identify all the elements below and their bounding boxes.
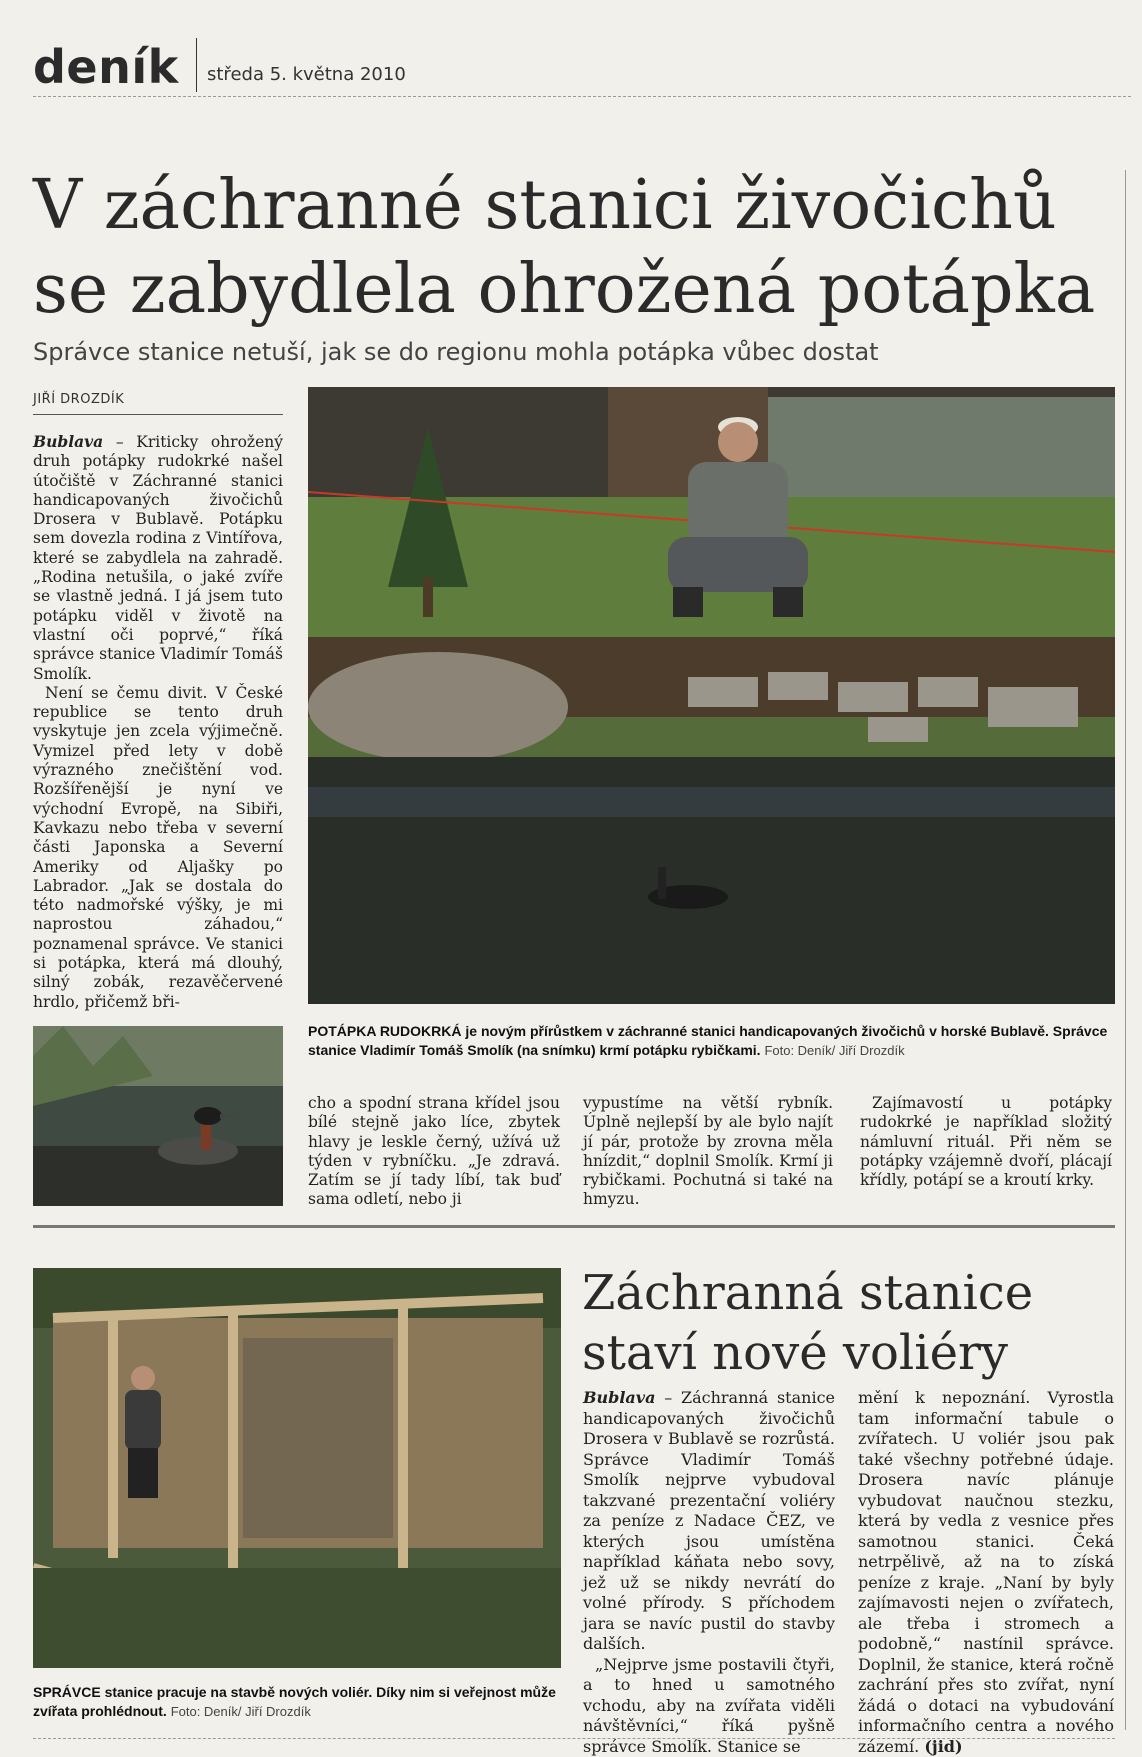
photo-main-caption [308,1022,1108,1060]
article2-column1 [583,1388,835,1757]
masthead-separator [196,38,197,92]
article2-column2-paragraph [858,1388,1114,1757]
article2-paragraph1-text: – Záchranná stanice handicapovaných živočichů Drosera v Bublavě se rozrůstá. Správce Vladimír Tomáš Smolík nejprve vybudoval takzvané prezentační voliéry za peníze z Nadace ČEZ, ve kterých jsou umístěna například káňata nebo sovy, jež už se nikdy nevrátí do volné přírody. S příchodem jara se navíc pustil do stavby dalších. [583,1388,835,1653]
photo-small-grebe-illustration [33,1026,283,1206]
masthead-dashed-rule [33,96,1131,97]
article1-paragraph1-text: – Kriticky ohrožený druh potápky rudokrké našel útočiště v Záchranné stanici handicapovaných živočichů Drosera v Bublavě. Potápku sem dovezla rodina z Vintířova, které se zabydlela na zahradě. „Rodina netušila, o jaké zvíře se vlastně jedná. I já jsem tuto potápku viděl v životě na vlastní oči poprvé,“ říká správce stanice Vladimír Tomáš Smolík. [33,433,283,683]
article2-column2-text: mění k nepoznání. Vyrostla tam informační tabule o zvířatech. U voliér jsou pak také všechny potřebné údaje. Drosera navíc plánuje vybudovat naučnou stezku, která by vedla z vesnice přes samotnou stanici. Čeká netrpělivě, až na to získá peníze z kraje. „Naní by byly zajímavosti nejen o zvířatech, ale třeba i stromech a podobně,“ nastínil správce. Doplnil, že stanice, která ročně zachrání přes sto zvířat, nyní žádá o dotaci na vybudování informačního centra a nového zázemí. [858,1388,1114,1756]
caption-lead: POTÁPKA RUDOKRKÁ [308,1023,461,1039]
article1-subhead: Správce stanice netuší, jak se do regionu mohla potápka vůbec dostat [33,338,1033,366]
article2-headline [582,1263,1122,1383]
article1-column4 [860,1094,1112,1190]
dateline-place-2: Bublava [583,1388,655,1407]
photo-main-illustration [308,387,1115,1004]
article2-paragraph1 [583,1388,835,1655]
article2-headline-line2: staví nové voliéry [582,1323,1122,1383]
footer-dashed-rule [33,1738,1115,1739]
page-vertical-rule [1125,170,1126,1730]
photo-aviary [33,1268,561,1668]
caption-credit: Foto: Deník/ Jiří Drozdík [764,1043,904,1058]
article1-paragraph1 [33,432,283,684]
caption2-credit: Foto: Deník/ Jiří Drozdík [171,1704,311,1719]
article1-byline: JIŘÍ DROZDÍK [33,392,124,407]
article1-column2 [308,1094,560,1210]
byline-rule [33,414,283,415]
caption-text: je novým přírůstkem v záchranné stanici handicapovaných živočichů v horské Bublavě. Správce stanice Vladimír Tomáš Smolík (na snímku) krmí potápku rybičkami. [308,1023,1107,1058]
caption2-text: stanice pracuje na stavbě nových voliér. Díky nim si veřejnost může zvířata prohlédnout. [33,1684,556,1719]
photo-main [308,387,1115,1004]
article1-column3 [583,1094,833,1210]
photo-small-grebe [33,1026,283,1206]
article1-headline [33,164,1123,332]
article1-column3-text: vypustíme na větší rybník. Úplně nejlepší by ale bylo najít jí pár, protože by zrovna měla hnízdit,“ doplnil Smolík. Krmí ji rybičkami. Pochutná si také na hmyzu. [583,1094,833,1210]
article1-headline-line1: V záchranné stanici živočichů [33,164,1123,248]
article1-column2-text: cho a spodní strana křídel jsou bílé stejně jako líce, zbytek hlavy je leskle černý, užívá už týden v rybníčku. „Je zdravá. Zatím se jí tady líbí, tak buď sama odletí, nebo ji [308,1094,560,1210]
caption2-lead: SPRÁVCE [33,1684,101,1700]
article2-column2 [858,1388,1114,1757]
article1-column1 [33,432,283,1012]
article2-paragraph2: „Nejprve jsme postavili čtyři, a to hned u samotného vchodu, aby na zvířata viděli návštěvníci,“ říká pyšně správce Smolík. Stanice se [583,1655,835,1757]
article1-paragraph2: Není se čemu divit. V České republice se tento druh vyskytuje jen zcela výjimečně. Vymizel před lety v době výrazného znečištění vod. Rozšířenější je nyní ve východní Evropě, na Sibiři, Kavkazu nebo třeba v severní části Japonska a Severní Ameriky od Aljašky po Labrador. „Jak se dostala do této nadmořské výšky, je mi naprostou záhadou,“ poznamenal správce. Ve stanici si potápka, která má dlouhý, silný zobák, rezavěčervené hrdlo, přičemž bři- [33,684,283,1012]
masthead-logo: deník [33,40,179,94]
dateline-place: Bublava [33,432,103,451]
article1-column4-text: Zajímavostí u potápky rudokrké je například složitý námluvní rituál. Při něm se potápky vzájemně dvoří, plácají křídly, potápí se a kroutí krky. [860,1094,1112,1190]
author-signature: (jid) [924,1737,962,1756]
masthead-date: středa 5. května 2010 [207,64,406,85]
article1-headline-line2: se zabydlela ohrožená potápka [33,248,1123,332]
article-divider [33,1225,1115,1228]
photo-aviary-illustration [33,1268,561,1668]
photo-aviary-caption [33,1683,563,1721]
article2-headline-line1: Záchranná stanice [582,1263,1122,1323]
